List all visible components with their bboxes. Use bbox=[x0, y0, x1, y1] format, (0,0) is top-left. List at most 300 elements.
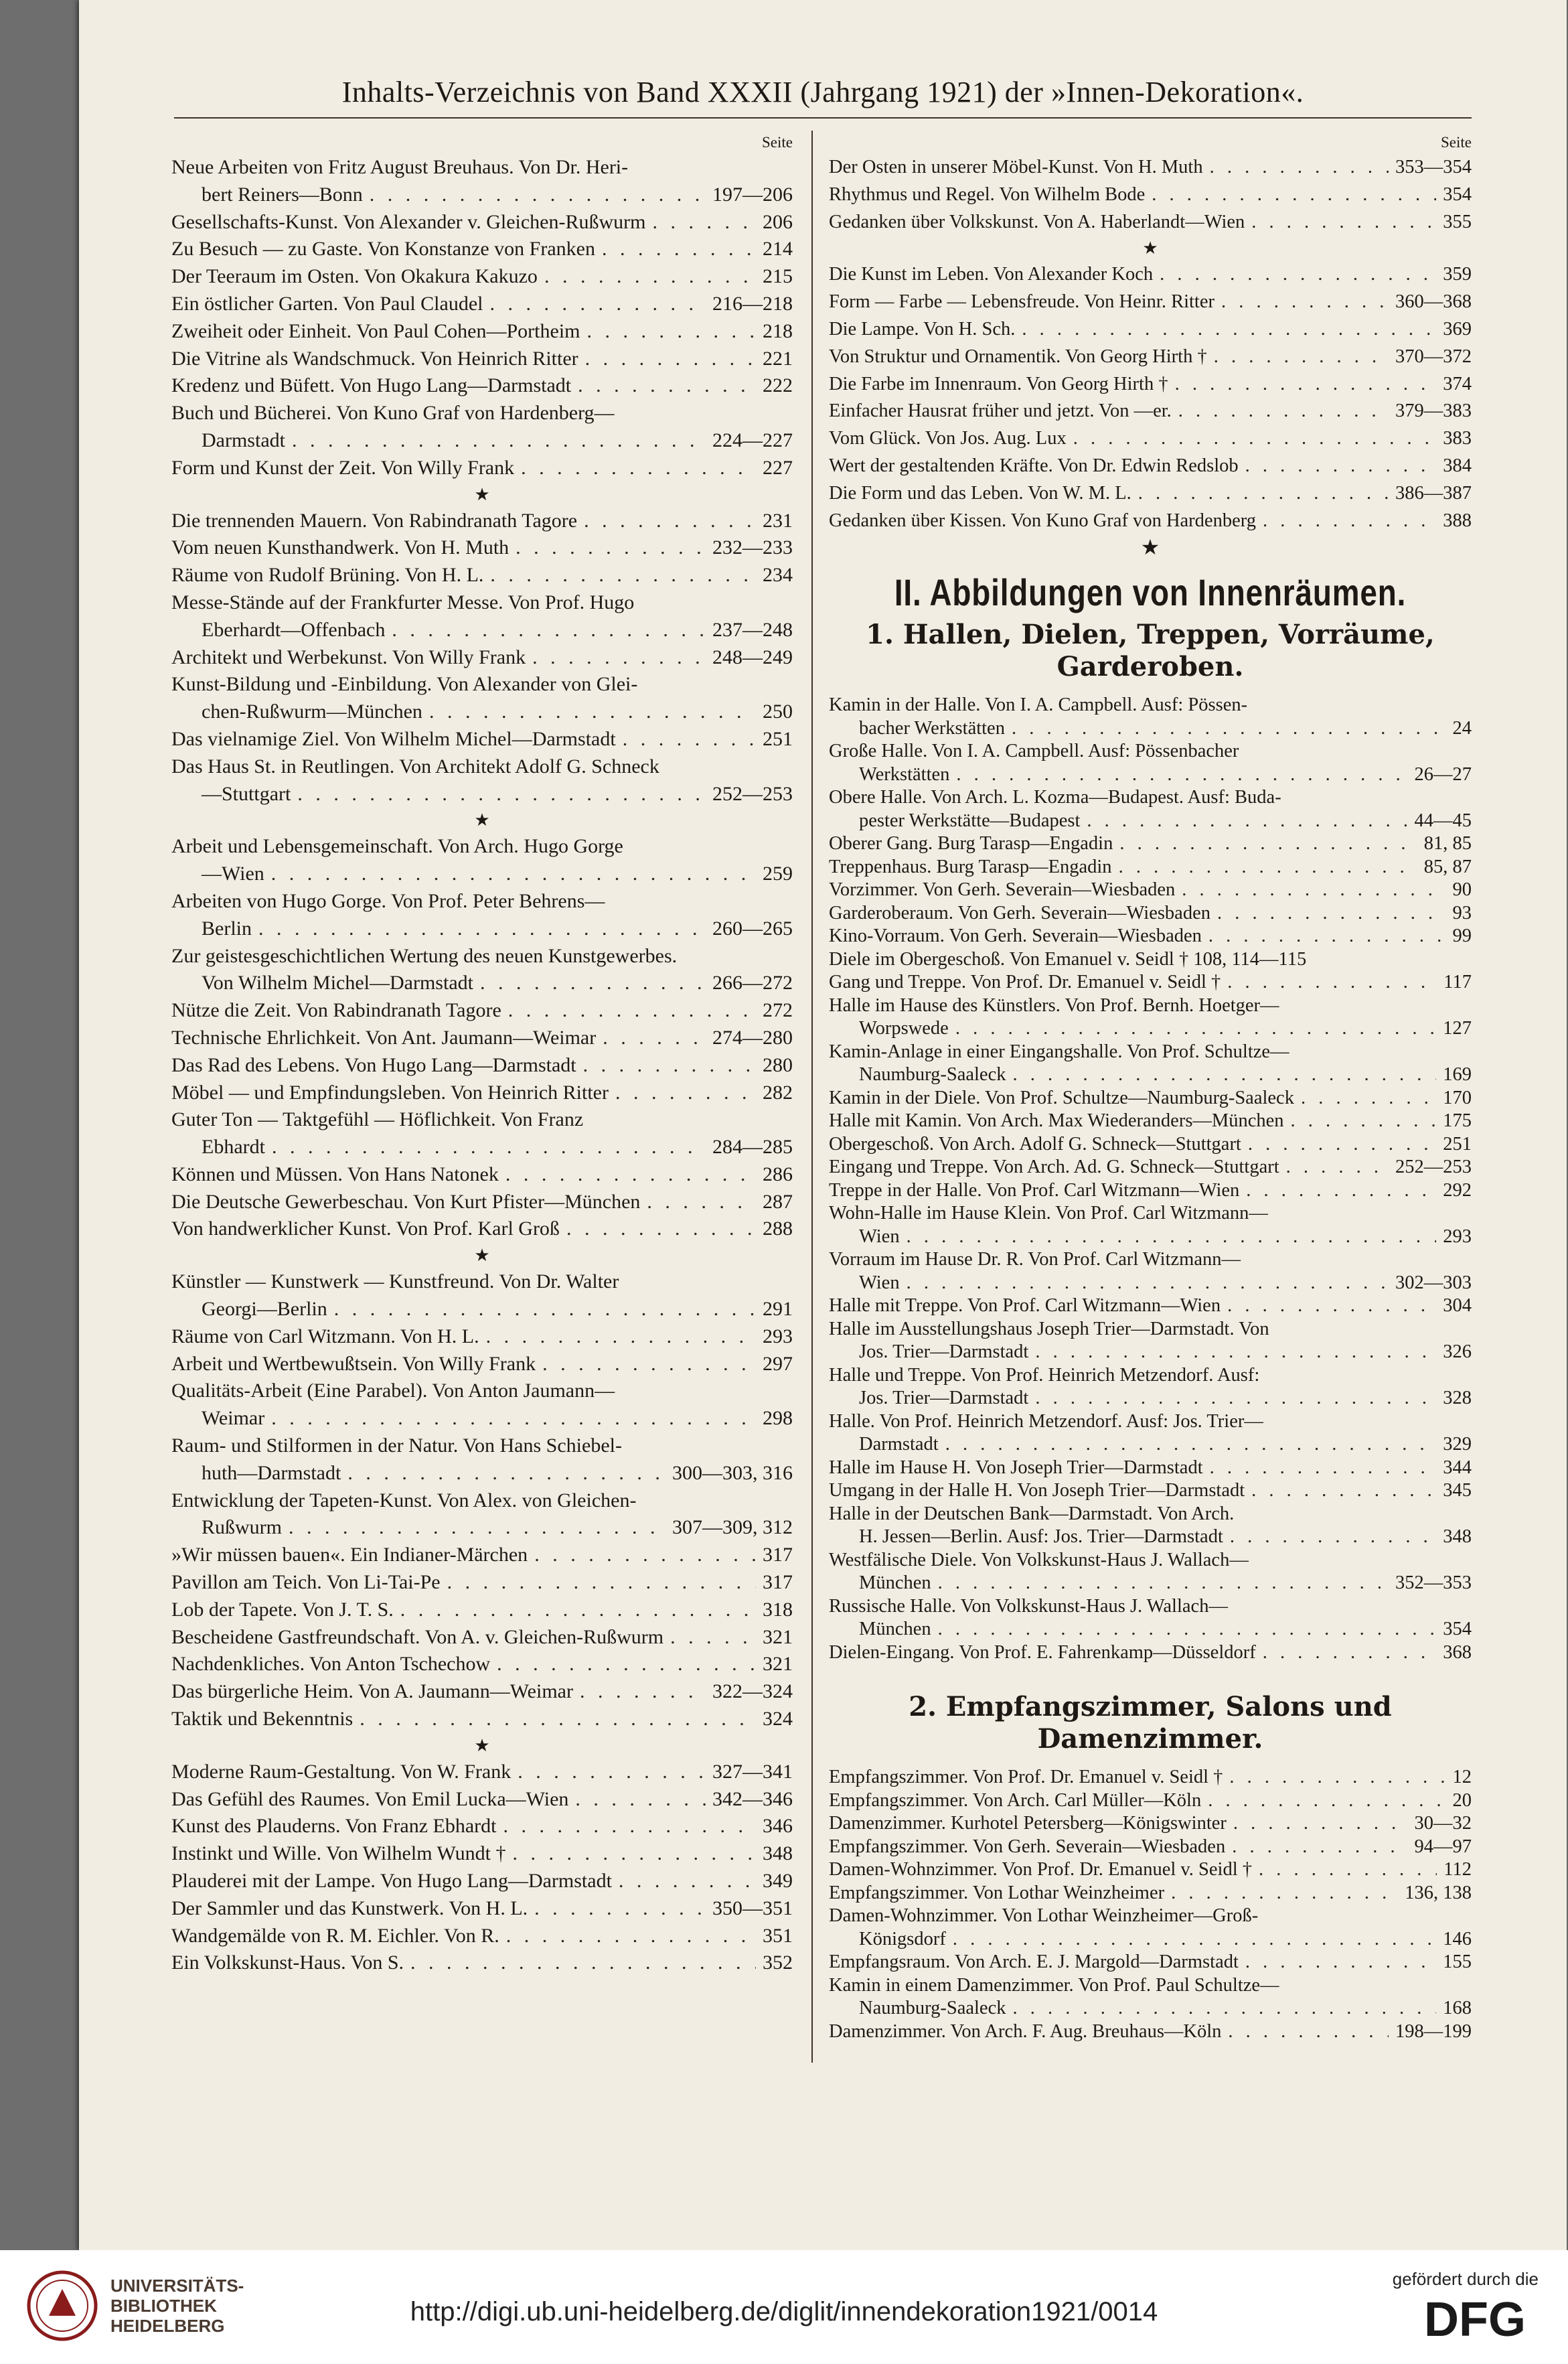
toc-entry bbox=[171, 1323, 793, 1351]
leader-dots bbox=[1227, 971, 1437, 994]
toc-entry-page: 250 bbox=[763, 700, 793, 723]
toc-entry-title: Wien bbox=[859, 1272, 900, 1293]
toc-entry-title: —Wien bbox=[202, 863, 264, 885]
toc-entry-page: 293 bbox=[1443, 1226, 1472, 1247]
toc-entry-page: 369 bbox=[1443, 318, 1472, 340]
toc-entry bbox=[171, 1949, 793, 1977]
leader-dots bbox=[1012, 717, 1446, 741]
leader-dots bbox=[1214, 344, 1389, 371]
leader-dots bbox=[1022, 316, 1436, 344]
toc-entry bbox=[171, 508, 793, 535]
toc-entry-title: H. Jessen—Berlin. Ausf: Jos. Trier—Darmstadt bbox=[859, 1526, 1223, 1548]
toc-entry-title: —Stuttgart bbox=[202, 782, 291, 805]
toc-entry bbox=[171, 318, 793, 346]
toc-entry-page: 266—272 bbox=[712, 972, 793, 994]
toc-entry-page: 198—199 bbox=[1395, 2020, 1472, 2042]
toc-entry-page: 44—45 bbox=[1414, 810, 1472, 831]
toc-entry bbox=[171, 970, 793, 997]
toc-entry bbox=[829, 1248, 1472, 1272]
toc-entry bbox=[171, 181, 793, 209]
toc-entry bbox=[829, 1226, 1472, 1249]
leader-dots bbox=[1229, 1766, 1445, 1789]
toc-entry-title: Zur geistesgeschichtlichen Wertung des neuen Kunstgewerbes. bbox=[171, 944, 678, 967]
column-divider bbox=[811, 131, 813, 2063]
toc-entry bbox=[171, 1215, 793, 1243]
toc-entry-title: Damen-Wohnzimmer. Von Prof. Dr. Emanuel v. Seidl † bbox=[829, 1859, 1253, 1880]
subsection-title-2: 2. Empfangszimmer, Salons und Damenzimmer. bbox=[909, 1691, 1392, 1755]
toc-list-reception-rooms bbox=[829, 1766, 1472, 2043]
toc-entry-page: 354 bbox=[1443, 183, 1472, 205]
toc-entry-title: Von handwerklicher Kunst. Von Prof. Karl Groß bbox=[171, 1217, 560, 1240]
toc-entry-title: Vom neuen Kunsthandwerk. Von H. Muth bbox=[171, 536, 509, 559]
leader-dots bbox=[938, 1618, 1437, 1641]
section-title: II. Abbildungen von Innenräumen. bbox=[894, 571, 1407, 614]
separator-star-icon: ★ bbox=[474, 1735, 490, 1755]
toc-entry-page: 274—280 bbox=[712, 1026, 793, 1049]
toc-entry bbox=[829, 1341, 1472, 1364]
leader-dots bbox=[516, 534, 706, 562]
toc-entry-title: Jos. Trier—Darmstadt bbox=[859, 1388, 1029, 1409]
source-url-link[interactable]: http://digi.ub.uni-heidelberg.de/diglit/innendekoration1921/0014 bbox=[410, 2297, 1158, 2326]
toc-entry-page: 344 bbox=[1443, 1457, 1472, 1478]
leader-dots bbox=[289, 1514, 665, 1542]
leader-dots bbox=[584, 508, 756, 535]
toc-entry-title: Kamin in einem Damenzimmer. Von Prof. Paul Schultze— bbox=[829, 1974, 1279, 1996]
toc-entry-page: 374 bbox=[1443, 373, 1472, 394]
toc-entry-page: 355 bbox=[1443, 211, 1472, 232]
toc-entry bbox=[171, 644, 793, 672]
toc-entry-title: Räume von Carl Witzmann. Von H. L. bbox=[171, 1325, 479, 1347]
leader-dots bbox=[583, 1052, 756, 1080]
leader-dots bbox=[1227, 1295, 1436, 1318]
toc-entry bbox=[829, 717, 1472, 741]
toc-entry bbox=[171, 1268, 793, 1296]
toc-entry-page: 300—303, 316 bbox=[672, 1461, 793, 1484]
toc-entry-page: 307—309, 312 bbox=[672, 1516, 793, 1539]
toc-entry-title: Empfangszimmer. Von Lothar Weinzheimer bbox=[829, 1882, 1165, 1903]
toc-entry-page: 248—249 bbox=[712, 646, 793, 668]
leader-dots bbox=[490, 562, 756, 589]
toc-entry bbox=[171, 1487, 793, 1515]
toc-entry bbox=[829, 1087, 1472, 1110]
separator-star-icon: ★ bbox=[1142, 238, 1158, 258]
toc-entry bbox=[171, 263, 793, 291]
toc-entry bbox=[171, 1895, 793, 1923]
toc-entry-title: Entwicklung der Tapeten-Kunst. Von Alex. von Gleichen- bbox=[171, 1489, 637, 1511]
toc-entry-title: Königsdorf bbox=[859, 1928, 946, 1949]
toc-entry-title: Der Osten in unserer Möbel-Kunst. Von H. Muth bbox=[829, 157, 1203, 177]
toc-list-right-essays bbox=[829, 154, 1472, 534]
footer-bar bbox=[0, 2250, 1568, 2364]
toc-entry-page: 318 bbox=[763, 1598, 793, 1621]
toc-entry bbox=[829, 1457, 1472, 1480]
leader-dots bbox=[1035, 1387, 1436, 1410]
toc-entry-page: 218 bbox=[763, 319, 793, 342]
toc-entry-page: 287 bbox=[763, 1190, 793, 1213]
toc-entry-title: Halle im Hause des Künstlers. Von Prof. Bernh. Hoetger— bbox=[829, 994, 1279, 1016]
toc-entry bbox=[829, 1858, 1472, 1882]
toc-entry bbox=[829, 453, 1472, 480]
toc-entry bbox=[171, 1161, 793, 1189]
toc-entry bbox=[171, 1759, 793, 1786]
toc-entry-title: Vorraum im Hause Dr. R. Von Prof. Carl Witzmann— bbox=[829, 1249, 1241, 1270]
separator-star-icon: ★ bbox=[474, 484, 490, 504]
toc-entry-title: Zu Besuch — zu Gaste. Von Konstanze von Franken bbox=[171, 238, 595, 261]
leader-dots bbox=[1119, 856, 1417, 879]
toc-entry-title: Messe-Stände auf der Frankfurter Messe. Von Prof. Hugo bbox=[171, 591, 635, 613]
leader-dots bbox=[505, 1161, 756, 1189]
toc-entry-page: 351 bbox=[763, 1924, 793, 1947]
toc-entry bbox=[171, 1923, 793, 1950]
toc-entry-title: Empfangszimmer. Von Arch. Carl Müller—Köln bbox=[829, 1789, 1202, 1811]
leader-dots bbox=[907, 1272, 1389, 1295]
toc-entry bbox=[171, 861, 793, 888]
toc-entry-title: München bbox=[859, 1572, 931, 1594]
toc-entry bbox=[829, 1110, 1472, 1133]
toc-entry bbox=[171, 617, 793, 644]
leader-dots bbox=[392, 617, 706, 644]
toc-entry bbox=[171, 1868, 793, 1895]
toc-entry bbox=[829, 1951, 1472, 1974]
toc-entry-title: Russische Halle. Von Volkskunst-Haus J. Wallach— bbox=[829, 1595, 1228, 1617]
toc-entry-title: Technische Ehrlichkeit. Von Ant. Jaumann—Weimar bbox=[171, 1026, 597, 1049]
toc-entry-title: Architekt und Werbekunst. Von Willy Frank bbox=[171, 646, 526, 668]
toc-entry bbox=[829, 1905, 1472, 1928]
leader-dots bbox=[1228, 2020, 1389, 2044]
toc-entry bbox=[171, 1597, 793, 1624]
toc-entry-page: 349 bbox=[763, 1870, 793, 1893]
toc-entry-page: 321 bbox=[763, 1625, 793, 1648]
toc-entry bbox=[171, 1813, 793, 1840]
toc-entry-title: Das Haus St. in Reutlingen. Von Architekt Adolf G. Schneck bbox=[171, 755, 659, 778]
toc-entry-title: Das Rad des Lebens. Von Hugo Lang—Darmstadt bbox=[171, 1053, 576, 1076]
toc-entry-page: 348 bbox=[1443, 1526, 1472, 1548]
document-page bbox=[79, 0, 1567, 2250]
toc-entry-page: 388 bbox=[1443, 510, 1472, 531]
leader-dots bbox=[580, 1678, 706, 1706]
leader-dots bbox=[603, 1025, 706, 1052]
leader-dots bbox=[670, 1624, 756, 1651]
toc-entry bbox=[829, 425, 1472, 453]
toc-entry bbox=[171, 943, 793, 970]
toc-entry-page: 30—32 bbox=[1414, 1813, 1472, 1834]
leader-dots bbox=[1230, 1526, 1436, 1549]
leader-dots bbox=[1246, 1179, 1436, 1203]
toc-entry-page: 291 bbox=[763, 1298, 793, 1321]
leader-dots bbox=[1248, 1133, 1436, 1157]
toc-entry bbox=[171, 400, 793, 427]
leader-dots bbox=[447, 1569, 756, 1597]
toc-entry bbox=[829, 1812, 1472, 1836]
toc-entry-title: Arbeit und Lebensgemeinschaft. Von Arch. Hugo Gorge bbox=[171, 835, 623, 858]
leader-dots bbox=[297, 781, 706, 808]
leader-dots bbox=[1232, 1836, 1407, 1859]
toc-entry bbox=[171, 915, 793, 943]
leader-dots bbox=[1210, 1457, 1437, 1480]
leader-dots bbox=[1233, 1812, 1408, 1836]
leader-dots bbox=[534, 1895, 706, 1923]
toc-entry bbox=[829, 1526, 1472, 1549]
leader-dots bbox=[1175, 371, 1437, 398]
toc-entry bbox=[829, 879, 1472, 902]
toc-entry-page: 317 bbox=[763, 1544, 793, 1566]
toc-entry-page: 12 bbox=[1452, 1767, 1472, 1788]
toc-entry-page: 206 bbox=[763, 210, 793, 233]
toc-entry-title: Darmstadt bbox=[859, 1434, 939, 1455]
toc-entry-page: 350—351 bbox=[712, 1897, 793, 1919]
toc-entry bbox=[171, 1351, 793, 1378]
toc-list-left bbox=[171, 154, 793, 1977]
toc-entry-title: Der Teeraum im Osten. Von Okakura Kakuzo bbox=[171, 265, 538, 288]
toc-entry-title: Moderne Raum-Gestaltung. Von W. Frank bbox=[171, 1760, 512, 1783]
toc-entry-title: Oberer Gang. Burg Tarasp—Engadin bbox=[829, 833, 1113, 855]
toc-entry bbox=[171, 997, 793, 1025]
toc-entry-page: 284—285 bbox=[712, 1136, 793, 1159]
toc-entry-title: Können und Müssen. Von Hans Natonek bbox=[171, 1163, 499, 1185]
toc-entry-title: Möbel — und Empfindungsleben. Von Heinrich Ritter bbox=[171, 1081, 609, 1104]
leader-dots bbox=[1182, 879, 1445, 902]
leader-dots bbox=[1251, 1479, 1436, 1503]
section-star: ★ bbox=[1140, 535, 1160, 560]
toc-entry bbox=[171, 1706, 793, 1733]
toc-entry-title: Die Kunst im Leben. Von Alexander Koch bbox=[829, 264, 1154, 285]
toc-entry-title: Gedanken über Volkskunst. Von A. Haberlandt—Wien bbox=[829, 211, 1245, 232]
subsection-title-1: 1. Hallen, Dielen, Treppen, Vorräume, Garderoben. bbox=[866, 619, 1435, 683]
toc-entry-title: Form — Farbe — Lebensfreude. Von Heinr. Ritter bbox=[829, 291, 1214, 313]
toc-entry bbox=[829, 902, 1472, 926]
toc-entry-title: Einfacher Hausrat früher und jetzt. Von —er. bbox=[829, 400, 1172, 422]
leader-dots bbox=[1208, 925, 1446, 948]
toc-entry-title: München bbox=[859, 1619, 931, 1640]
toc-entry-title: Gang und Treppe. Von Prof. Dr. Emanuel v. Seidl † bbox=[829, 972, 1221, 993]
toc-entry bbox=[829, 508, 1472, 535]
leader-dots bbox=[1263, 508, 1436, 535]
leader-dots bbox=[652, 209, 756, 236]
toc-entry bbox=[171, 589, 793, 617]
toc-entry-page: 251 bbox=[1443, 1133, 1472, 1155]
toc-entry-title: Halle mit Kamin. Von Arch. Max Wiederanders—München bbox=[829, 1110, 1284, 1132]
toc-entry-title: Werkstätten bbox=[859, 763, 950, 785]
toc-entry bbox=[829, 948, 1472, 972]
toc-entry-title: »Wir müssen bauen«. Ein Indianer-Märchen bbox=[171, 1544, 528, 1566]
toc-entry-page: 168 bbox=[1443, 1998, 1472, 2019]
toc-entry-title: Dielen-Eingang. Von Prof. E. Fahrenkamp—Düsseldorf bbox=[829, 1641, 1256, 1663]
toc-entry-page: 297 bbox=[763, 1352, 793, 1375]
leader-dots bbox=[1217, 902, 1446, 926]
toc-entry-page: 383 bbox=[1443, 428, 1472, 449]
toc-entry bbox=[829, 1133, 1472, 1157]
leader-dots bbox=[518, 1759, 706, 1786]
toc-entry-title: Die Form und das Leben. Von W. M. L. bbox=[829, 482, 1131, 504]
library-name: UNIVERSITÄTS- BIBLIOTHEK HEIDELBERG bbox=[110, 2276, 244, 2336]
toc-entry-title: Eingang und Treppe. Von Arch. Ad. G. Schneck—Stuttgart bbox=[829, 1157, 1279, 1178]
toc-entry bbox=[829, 1202, 1472, 1226]
toc-entry-title: Guter Ton — Taktgefühl — Höflichkeit. Von Franz bbox=[171, 1108, 584, 1131]
toc-entry-page: 216—218 bbox=[712, 292, 793, 315]
leader-dots bbox=[400, 1597, 756, 1624]
leader-dots bbox=[512, 1840, 756, 1868]
leader-dots bbox=[1286, 1156, 1389, 1179]
toc-entry bbox=[171, 1678, 793, 1706]
toc-entry-title: Halle. Von Prof. Heinrich Metzendorf. Ausf: Jos. Trier— bbox=[829, 1410, 1263, 1432]
toc-entry-page: 368 bbox=[1443, 1641, 1472, 1663]
toc-entry bbox=[171, 1460, 793, 1487]
leader-dots bbox=[1251, 209, 1436, 236]
toc-entry-page: 386—387 bbox=[1395, 482, 1472, 504]
toc-entry-title: Große Halle. Von I. A. Campbell. Ausf: Pössenbacher bbox=[829, 741, 1239, 762]
toc-entry-page: 360—368 bbox=[1395, 291, 1472, 313]
toc-entry-title: Form und Kunst der Zeit. Von Willy Frank bbox=[171, 456, 515, 479]
toc-entry-page: 221 bbox=[763, 347, 793, 370]
leader-dots bbox=[508, 997, 756, 1025]
toc-entry-title: Naumburg-Saaleck bbox=[859, 1064, 1006, 1086]
toc-entry-title: Arbeiten von Hugo Gorge. Von Prof. Peter Behrens— bbox=[171, 889, 605, 912]
toc-entry-page: 170 bbox=[1443, 1087, 1472, 1108]
separator-star-icon: ★ bbox=[474, 1246, 490, 1266]
toc-entry bbox=[171, 372, 793, 400]
toc-entry bbox=[171, 698, 793, 726]
toc-entry bbox=[171, 154, 793, 181]
toc-entry-page: 117 bbox=[1443, 972, 1472, 993]
toc-entry-page: 20 bbox=[1452, 1789, 1472, 1811]
toc-entry bbox=[829, 398, 1472, 425]
header-divider bbox=[174, 117, 1472, 119]
toc-entry-title: Raum- und Stilformen in der Natur. Von Hans Schiebel- bbox=[171, 1434, 622, 1457]
leader-dots bbox=[532, 644, 706, 672]
toc-entry-title: Empfangszimmer. Von Prof. Dr. Emanuel v. Seidl † bbox=[829, 1767, 1223, 1788]
toc-entry-page: 224—227 bbox=[712, 429, 793, 451]
toc-entry bbox=[171, 455, 793, 482]
toc-entry-page: 146 bbox=[1443, 1928, 1472, 1949]
toc-entry bbox=[829, 261, 1472, 289]
toc-entry-title: Jos. Trier—Darmstadt bbox=[859, 1341, 1029, 1363]
separator-star-icon: ★ bbox=[474, 810, 490, 830]
toc-entry bbox=[829, 1572, 1472, 1595]
toc-entry bbox=[829, 209, 1472, 236]
toc-entry bbox=[829, 181, 1472, 209]
toc-entry bbox=[829, 1295, 1472, 1318]
toc-entry-page: 252—253 bbox=[712, 782, 793, 805]
toc-entry-page: 346 bbox=[763, 1815, 793, 1838]
toc-entry-title: Wohn-Halle im Hause Klein. Von Prof. Carl Witzmann— bbox=[829, 1203, 1268, 1224]
toc-entry-title: Kamin in der Halle. Von I. A. Campbell. Ausf: Pössen- bbox=[829, 694, 1248, 716]
toc-entry-title: Umgang in der Halle H. Von Joseph Trier—Darmstadt bbox=[829, 1480, 1245, 1501]
toc-entry-title: Das bürgerliche Heim. Von A. Jaumann—Weimar bbox=[171, 1680, 573, 1703]
toc-entry-title: Die Vitrine als Wandschmuck. Von Heinrich Ritter bbox=[171, 347, 578, 370]
toc-entry-page: 197—206 bbox=[712, 183, 793, 206]
toc-entry-page: 329 bbox=[1443, 1434, 1472, 1455]
toc-entry-page: 354 bbox=[1443, 1619, 1472, 1640]
leader-dots bbox=[292, 427, 706, 455]
toc-entry-page: 322—324 bbox=[712, 1680, 793, 1703]
toc-entry-title: Gedanken über Kissen. Von Kuno Graf von Hardenberg bbox=[829, 510, 1256, 531]
toc-entry bbox=[829, 994, 1472, 1018]
leader-dots bbox=[272, 1134, 706, 1161]
toc-entry-page: 282 bbox=[763, 1081, 793, 1104]
toc-entry bbox=[171, 1514, 793, 1542]
toc-entry bbox=[171, 833, 793, 861]
leader-dots bbox=[587, 318, 757, 346]
toc-entry bbox=[829, 154, 1472, 181]
toc-entry bbox=[829, 1272, 1472, 1295]
toc-entry bbox=[829, 344, 1472, 371]
toc-entry-title: Lob der Tapete. Von J. T. S. bbox=[171, 1598, 394, 1621]
toc-entry bbox=[829, 371, 1472, 398]
toc-entry-page: 94—97 bbox=[1414, 1836, 1472, 1857]
toc-entry-page: 24 bbox=[1452, 717, 1472, 739]
leader-dots bbox=[334, 1296, 756, 1323]
toc-entry bbox=[171, 236, 793, 263]
toc-entry bbox=[829, 1766, 1472, 1789]
toc-entry-page: 352 bbox=[763, 1951, 793, 1974]
toc-entry-page: 99 bbox=[1452, 926, 1472, 947]
toc-entry-page: 259 bbox=[763, 863, 793, 885]
leader-dots bbox=[521, 455, 756, 482]
toc-entry-title: Gesellschafts-Kunst. Von Alexander v. Gleichen-Rußwurm bbox=[171, 210, 646, 233]
toc-entry-title: Das Gefühl des Raumes. Von Emil Lucka—Wien bbox=[171, 1787, 569, 1810]
toc-entry-title: Bescheidene Gastfreundschaft. Von A. v. Gleichen-Rußwurm bbox=[171, 1625, 664, 1648]
toc-entry-title: Wert der gestaltenden Kräfte. Von Dr. Edwin Redslob bbox=[829, 455, 1239, 476]
toc-entry-page: 353—354 bbox=[1395, 157, 1472, 177]
leader-dots bbox=[647, 1189, 756, 1216]
leader-dots bbox=[1138, 480, 1389, 508]
toc-entry-page: 231 bbox=[763, 509, 793, 532]
toc-entry-title: Von Struktur und Ornamentik. Von Georg Hirth † bbox=[829, 346, 1207, 367]
toc-entry bbox=[171, 781, 793, 808]
toc-entry-title: Weimar bbox=[202, 1407, 265, 1430]
toc-entry-page: 234 bbox=[763, 564, 793, 587]
leader-dots bbox=[1263, 1641, 1437, 1665]
toc-entry-page: 384 bbox=[1443, 455, 1472, 476]
leader-dots bbox=[1087, 810, 1407, 833]
toc-entry bbox=[829, 1928, 1472, 1951]
toc-entry-title: Zweiheit oder Einheit. Von Paul Cohen—Portheim bbox=[171, 319, 580, 342]
toc-entry-page: 292 bbox=[1443, 1179, 1472, 1201]
toc-entry bbox=[829, 1318, 1472, 1341]
toc-entry-page: 304 bbox=[1443, 1295, 1472, 1317]
toc-entry-page: 260—265 bbox=[712, 917, 793, 940]
leader-dots bbox=[1171, 1882, 1398, 1905]
toc-entry-page: 352—353 bbox=[1395, 1572, 1472, 1594]
leader-dots bbox=[602, 236, 756, 263]
toc-entry bbox=[171, 1134, 793, 1161]
leader-dots bbox=[953, 1928, 1436, 1951]
leader-dots bbox=[1160, 261, 1436, 289]
toc-entry bbox=[171, 888, 793, 915]
leader-dots bbox=[544, 263, 756, 291]
toc-entry-page: 317 bbox=[763, 1571, 793, 1594]
right-column bbox=[829, 133, 1472, 2043]
toc-entry-page: 327—341 bbox=[712, 1760, 793, 1783]
leader-dots bbox=[1012, 1063, 1436, 1087]
toc-entry-title: Damenzimmer. Kurhotel Petersberg—Königswinter bbox=[829, 1813, 1227, 1834]
leader-dots bbox=[945, 1433, 1437, 1457]
seite-label: Seite bbox=[1441, 134, 1472, 151]
toc-entry-page: 215 bbox=[763, 265, 793, 288]
leader-dots bbox=[534, 1542, 756, 1569]
leader-dots bbox=[615, 1080, 756, 1107]
toc-entry-page: 26—27 bbox=[1414, 763, 1472, 785]
toc-entry bbox=[829, 1364, 1472, 1388]
leader-dots bbox=[506, 1923, 756, 1950]
toc-entry bbox=[171, 209, 793, 236]
page-title: Inhalts-Verzeichnis von Band XXXII (Jahrgang 1921) der »Innen-Dekoration«. bbox=[341, 76, 1304, 108]
toc-entry bbox=[171, 1432, 793, 1460]
toc-entry bbox=[829, 694, 1472, 717]
toc-entry-title: Vom Glück. Von Jos. Aug. Lux bbox=[829, 428, 1067, 449]
leader-dots bbox=[1245, 453, 1437, 480]
toc-entry-page: 127 bbox=[1443, 1018, 1472, 1039]
